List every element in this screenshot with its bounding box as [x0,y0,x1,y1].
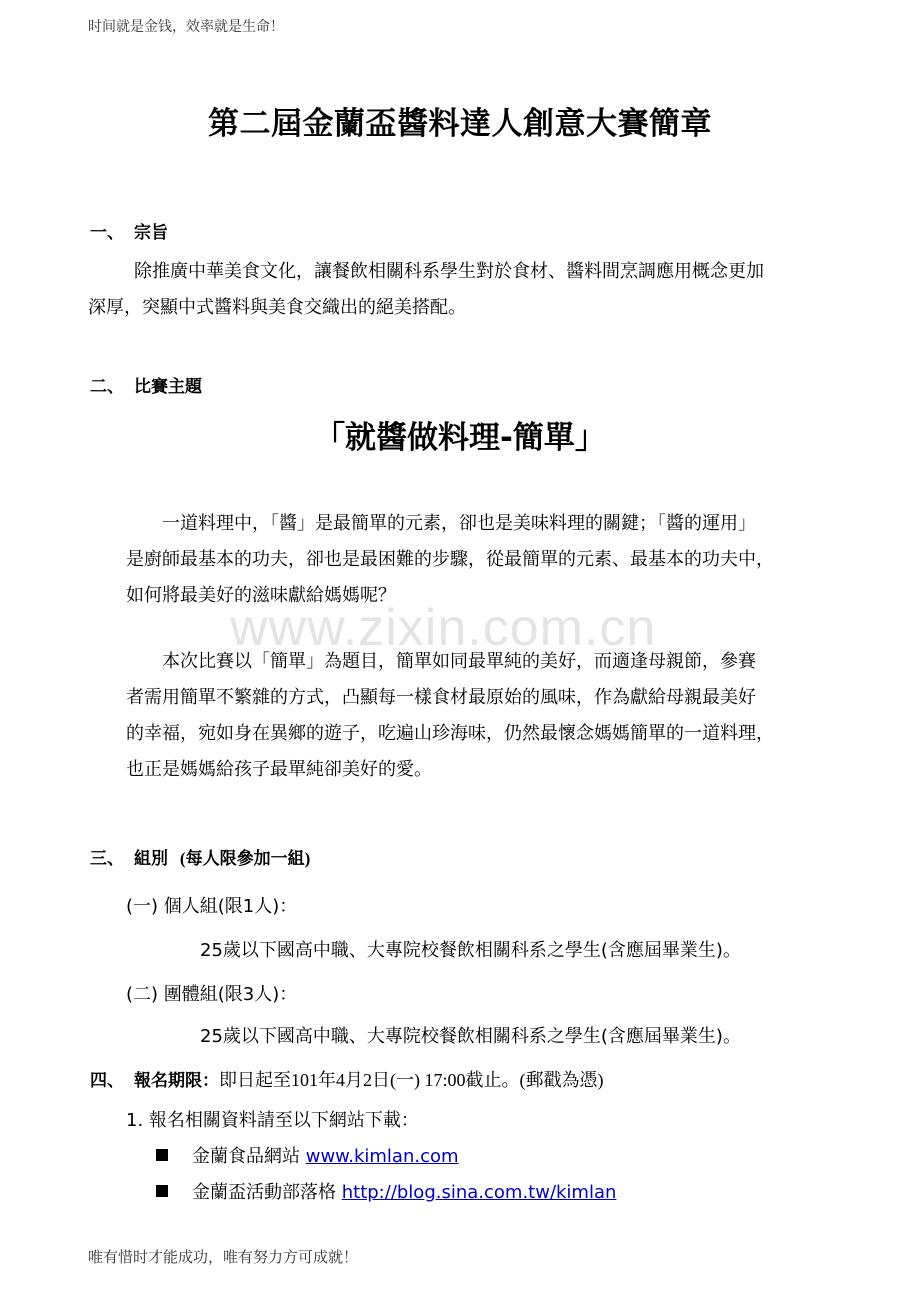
section-1-paragraph [88,254,848,326]
link-row-kimlan [156,1142,459,1168]
link-row-blog [156,1178,616,1204]
section-3-number: 三、 [90,849,124,869]
kimlan-blog-link[interactable]: http://blog.sina.com.tw/kimlan [341,1182,617,1203]
section-2-paragraph-1 [126,506,846,614]
registration-deadline: 即日起至101年4月2日(一) 17:00截止。(郵戳為憑) [219,1070,604,1090]
section-2-paragraph-2 [126,644,846,788]
document-title: 第二屆金蘭盃醬料達人創意大賽簡章 [208,106,712,142]
group-1-description: 25歲以下國高中職、大專院校餐飲相關科系之學生(含應屆畢業生)。 [200,940,741,961]
section-1-line-1: 除推廣中華美食文化，讓餐飲相關科系學生對於食材、醬料間烹調應用概念更加 [134,261,764,282]
link-2-label: 金蘭盃活動部落格 [192,1182,342,1203]
square-bullet-icon [156,1149,168,1161]
square-bullet-icon [156,1185,168,1197]
section-3-label-note: (每人限參加一組) [179,849,311,868]
competition-theme: 「就醬做料理-簡單」 [314,420,606,456]
section-2-heading [90,372,202,397]
section-2-label: 比賽主題 [134,377,202,397]
section-2-p1-line-1: 一道料理中，「醬」是最簡單的元素，卻也是美味料理的關鍵；「醬的運用」 [162,513,756,534]
section-3-heading [90,844,310,869]
watermark: www.zixin.com.cn [230,599,657,657]
section-2-number: 二、 [90,377,124,397]
section-4-label: 報名期限： [134,1071,219,1091]
kimlan-website-link[interactable]: www.kimlan.com [305,1146,459,1167]
section-2-p2-line-2: 者需用簡單不繁雜的方式，凸顯每一樣食材最原始的風味，作為獻給母親最美好 [126,687,756,708]
section-1-label: 宗旨 [134,223,168,243]
link-1-label: 金蘭食品網站 [192,1146,306,1167]
header-note: 时间就是金钱，效率就是生命！ [88,19,284,35]
group-2-description: 25歲以下國高中職、大專院校餐飲相關科系之學生(含應屆畢業生)。 [200,1026,741,1047]
section-4-heading [90,1066,603,1092]
section-2-p2-line-4: 也正是媽媽給孩子最單純卻美好的愛。 [126,759,432,780]
group-2-title: (二) 團體組(限3人)： [126,984,298,1005]
section-1-number: 一、 [90,223,124,243]
section-3-label: 組別 [134,849,168,869]
section-2-p2-line-3: 的幸福，宛如身在異鄉的遊子，吃遍山珍海味，仍然最懷念媽媽簡單的一道料理， [126,723,774,744]
section-2-p2-line-1: 本次比賽以「簡單」為題目，簡單如同最單純的美好，而適逢母親節，參賽 [162,651,756,672]
section-2-p1-line-3: 如何將最美好的滋味獻給媽媽呢？ [126,585,396,606]
group-1-title: (一) 個人組(限1人)： [126,896,298,917]
download-instruction: 1. 報名相關資料請至以下網站下載： [126,1110,419,1131]
section-1-line-2: 深厚，突顯中式醬料與美食交織出的絕美搭配。 [88,297,466,318]
section-1-heading [90,218,168,243]
footer-note: 唯有惜时才能成功，唯有努力方可成就！ [88,1248,359,1266]
section-2-p1-line-2: 是廚師最基本的功夫，卻也是最困難的步驟，從最簡單的元素、最基本的功夫中， [126,549,774,570]
section-4-number: 四、 [90,1071,124,1091]
